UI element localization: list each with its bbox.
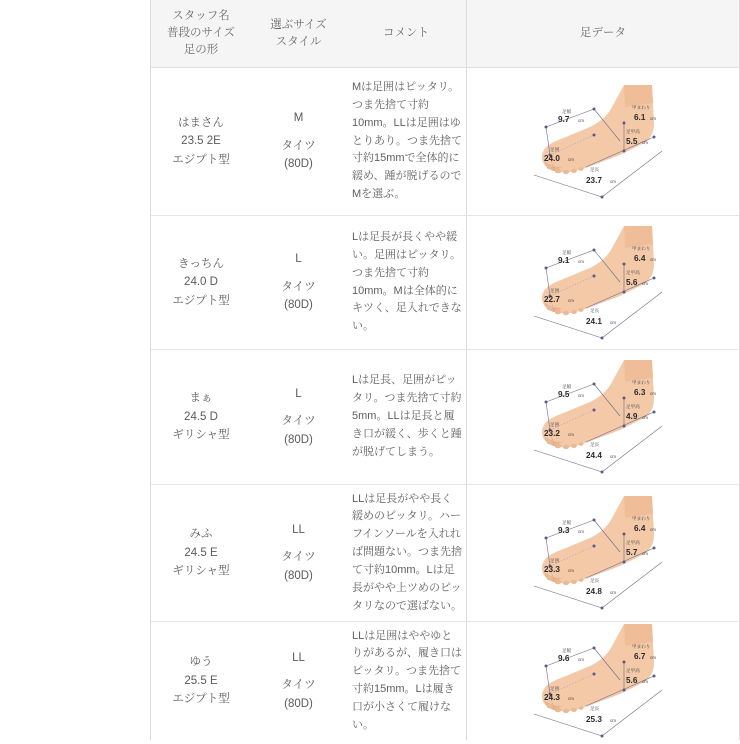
chosen-size: M <box>293 112 304 125</box>
spacer <box>281 667 315 676</box>
value-ashiiri: 22.7 <box>544 294 560 304</box>
cell-staff <box>151 350 251 484</box>
label-ashiiri: 足囲 <box>550 558 560 563</box>
style-name: タイツ <box>281 415 316 428</box>
unit-koutakasa: cm <box>642 415 648 420</box>
cell-staff <box>151 68 251 215</box>
column-header-staff-line2: 普段のサイズ <box>166 27 236 40</box>
cell-footdata <box>466 485 739 621</box>
label-kou: 甲まわり <box>632 644 651 649</box>
label-ashihaba: 足幅 <box>562 520 572 525</box>
style-name: タイツ <box>281 679 316 692</box>
unit-ashihaba: cm <box>578 117 584 123</box>
label-ashinaga: 足長 <box>590 442 600 447</box>
unit-ashinaga: cm <box>610 178 616 184</box>
unit-koutakasa: cm <box>642 139 648 145</box>
unit-ashinaga: cm <box>610 590 616 595</box>
label-kou: 甲まわり <box>632 380 651 385</box>
spacer <box>281 403 315 412</box>
table-row <box>151 350 739 485</box>
label-koutakasa: 足甲高 <box>626 404 640 409</box>
cell-footdata <box>466 68 739 215</box>
unit-kou: cm <box>650 256 656 262</box>
unit-ashihaba: cm <box>578 393 584 398</box>
label-ashiiri: 足囲 <box>550 146 560 152</box>
cell-comment: Mは足囲はピッタリ。つま先捨て寸約10mm。LLは足囲はゆとりあり。つま先捨て寸約15mmで全体的に緩め、踵が脱げるのでMを選ぶ。 <box>352 81 462 201</box>
unit-ashiiri: cm <box>568 156 574 162</box>
foot-measurement-diagram <box>528 354 678 480</box>
value-ashihaba: 9.1 <box>558 255 570 265</box>
value-ashiiri: 24.0 <box>544 153 560 163</box>
unit-kou: cm <box>650 655 656 660</box>
label-ashinaga: 足長 <box>590 578 600 583</box>
value-koutakasa: 5.6 <box>626 676 638 685</box>
unit-kou: cm <box>650 391 656 396</box>
unit-ashihaba: cm <box>578 529 584 534</box>
label-ashihaba: 足幅 <box>562 648 572 653</box>
cell-size <box>251 68 346 215</box>
cell-size <box>251 485 346 621</box>
cell-size <box>251 216 346 349</box>
cell-comment: LLは足長がやや長く緩めのピッタリ。ハーフインソールを入れれば問題ない。つま先捨て寸約10mm。Lは足長がやや上ツめのピッタリなので選ばない。 <box>352 492 462 612</box>
value-ashinaga: 24.4 <box>586 451 602 460</box>
cell-footdata <box>466 216 739 349</box>
value-ashihaba: 9.7 <box>558 114 570 124</box>
column-header-comment: コメント <box>383 27 429 40</box>
foot-shape: エジプト型 <box>172 294 230 307</box>
foot-measurement-diagram <box>528 220 678 346</box>
usual-size: 25.5 E <box>184 674 218 687</box>
chosen-size: L <box>295 387 302 400</box>
foot-measurement-diagram <box>528 618 678 744</box>
unit-ashiiri: cm <box>568 432 574 437</box>
column-header-staff-line3: 足の形 <box>183 43 219 56</box>
style-denier: (80D) <box>284 433 313 446</box>
unit-ashiiri: cm <box>568 696 574 701</box>
label-kou: 甲まわり <box>632 104 651 110</box>
cell-comment: Lは足長、足囲がピッタリ。つま先捨て寸約5mm。LLは足長と履き口が緩く、歩くと踵が脱げてしまう。 <box>352 374 462 458</box>
label-ashihaba: 足幅 <box>562 384 572 389</box>
label-ashiiri: 足囲 <box>550 422 560 427</box>
label-ashinaga: 足長 <box>590 166 600 172</box>
value-kou: 6.1 <box>634 112 646 122</box>
style-name: タイツ <box>281 551 316 564</box>
label-koutakasa: 足甲高 <box>626 540 640 545</box>
value-koutakasa: 4.9 <box>626 412 638 421</box>
cell-size <box>251 350 346 484</box>
column-header-size <box>251 0 346 67</box>
foot-shape: ギリシャ型 <box>172 429 230 442</box>
value-kou: 6.4 <box>634 524 646 533</box>
table-row <box>151 622 739 740</box>
unit-koutakasa: cm <box>642 679 648 684</box>
cell-staff <box>151 485 251 621</box>
label-ashihaba: 足幅 <box>562 249 572 255</box>
fitting-table <box>150 0 740 740</box>
cell-footdata <box>466 350 739 484</box>
spacer <box>281 269 315 278</box>
label-kou: 甲まわり <box>632 516 651 521</box>
style-name: タイツ <box>281 280 316 293</box>
usual-size: 24.5 E <box>184 546 218 559</box>
label-ashinaga: 足長 <box>590 307 600 313</box>
value-ashinaga: 24.8 <box>586 587 602 596</box>
value-koutakasa: 5.5 <box>626 136 638 146</box>
staff-name: みふ <box>189 528 213 541</box>
column-header-footdata: 足データ <box>466 0 739 67</box>
unit-koutakasa: cm <box>642 280 648 286</box>
style-denier: (80D) <box>284 697 313 710</box>
label-koutakasa: 足甲高 <box>626 269 640 275</box>
style-denier: (80D) <box>284 299 313 312</box>
value-koutakasa: 5.7 <box>626 548 638 557</box>
value-kou: 6.4 <box>634 253 646 263</box>
cell-staff <box>151 622 251 740</box>
unit-ashihaba: cm <box>578 258 584 264</box>
style-name: タイツ <box>281 139 316 152</box>
value-ashinaga: 24.1 <box>586 316 602 326</box>
column-header-size-line1: 選ぶサイズ <box>270 18 327 31</box>
unit-ashinaga: cm <box>610 718 616 723</box>
foot-shape: エジプト型 <box>172 153 230 166</box>
value-kou: 6.7 <box>634 652 646 661</box>
staff-name: はまさん <box>178 116 224 129</box>
style-denier: (80D) <box>284 158 313 171</box>
unit-koutakasa: cm <box>642 551 648 556</box>
cell-staff <box>151 216 251 349</box>
cell-footdata <box>466 622 739 740</box>
column-header-staff-line1: スタッフ名 <box>172 10 230 23</box>
spacer <box>281 539 315 548</box>
cell-comment: LLは足囲はややゆとりがあるが、履き口はピッタリ。つま先捨て寸約15mm。Lは履き口が小さくて履けない。 <box>352 629 462 731</box>
unit-ashinaga: cm <box>610 454 616 459</box>
unit-ashiiri: cm <box>568 297 574 303</box>
value-ashinaga: 23.7 <box>586 175 602 185</box>
label-ashiiri: 足囲 <box>550 686 560 691</box>
foot-measurement-diagram <box>528 79 678 205</box>
value-ashihaba: 9.5 <box>558 390 570 399</box>
column-header-staff <box>151 0 251 67</box>
table-row <box>151 485 739 622</box>
unit-kou: cm <box>650 115 656 121</box>
value-ashiiri: 24.3 <box>544 693 560 702</box>
spacer <box>281 128 315 137</box>
label-ashihaba: 足幅 <box>562 108 572 114</box>
value-ashinaga: 25.3 <box>586 715 602 724</box>
foot-shape: ギリシャ型 <box>172 565 230 578</box>
cell-size <box>251 622 346 740</box>
label-koutakasa: 足甲高 <box>626 128 640 134</box>
foot-measurement-diagram <box>528 490 678 616</box>
staff-name: ゆう <box>189 656 213 669</box>
value-ashihaba: 9.3 <box>558 526 570 535</box>
unit-ashiiri: cm <box>568 568 574 573</box>
usual-size: 23.5 2E <box>181 135 221 148</box>
label-koutakasa: 足甲高 <box>626 668 640 673</box>
unit-kou: cm <box>650 527 656 532</box>
usual-size: 24.5 D <box>184 410 218 423</box>
unit-ashinaga: cm <box>610 319 616 325</box>
unit-ashihaba: cm <box>578 657 584 662</box>
table-row <box>151 216 739 350</box>
label-ashiiri: 足囲 <box>550 287 560 293</box>
staff-name: きっちん <box>178 257 224 270</box>
label-ashinaga: 足長 <box>590 706 600 711</box>
foot-shape: エジプト型 <box>172 693 230 706</box>
table-header-row <box>151 0 739 68</box>
value-ashihaba: 9.6 <box>558 654 570 663</box>
value-ashiiri: 23.3 <box>544 565 560 574</box>
column-header-size-line2: スタイル <box>275 35 322 48</box>
style-denier: (80D) <box>284 569 313 582</box>
chosen-size: LL <box>292 651 305 664</box>
staff-name: まぁ <box>189 392 213 405</box>
table-row <box>151 68 739 216</box>
cell-comment: Lは足長が長くやや緩い。足囲はピッタリ。つま先捨て寸約10mm。Mは全体的にキツく、足入れできない。 <box>352 231 462 333</box>
value-kou: 6.3 <box>634 388 646 397</box>
value-koutakasa: 5.6 <box>626 277 638 287</box>
usual-size: 24.0 D <box>184 276 218 289</box>
label-kou: 甲まわり <box>632 245 651 251</box>
value-ashiiri: 23.2 <box>544 429 560 438</box>
chosen-size: L <box>295 253 302 266</box>
chosen-size: LL <box>292 523 305 536</box>
